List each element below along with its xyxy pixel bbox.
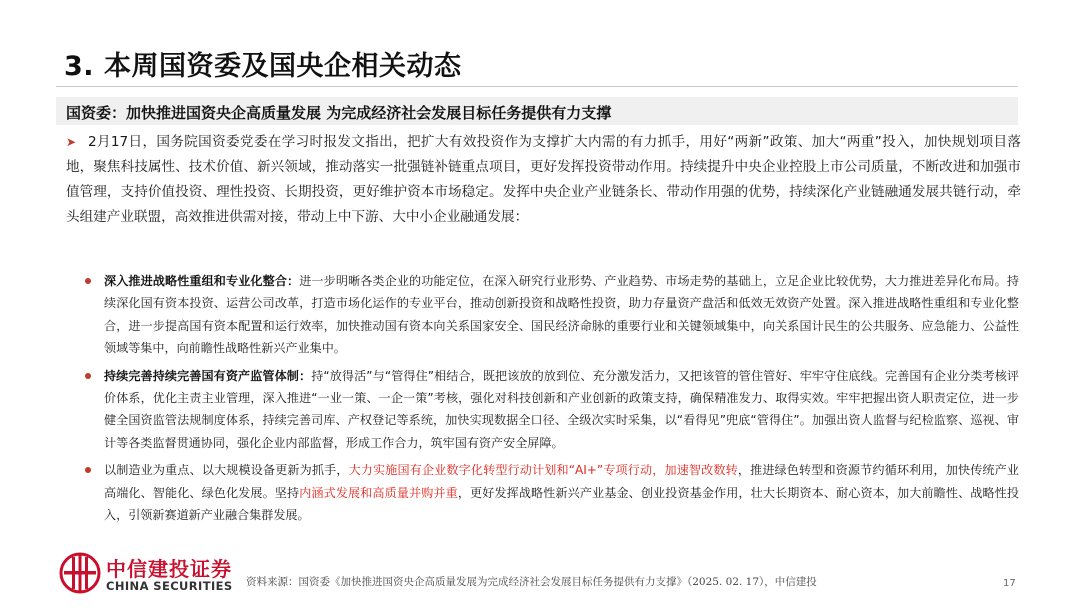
page-title: 3. 本周国资委及国央企相关动态 [64, 51, 462, 82]
page-number: 17 [1003, 578, 1016, 589]
bullet-highlight: 内涵式发展和高质量并购并重 [299, 485, 458, 500]
red-dot-icon [85, 373, 91, 379]
bullet-text: 进一步明晰各类企业的功能定位，在深入研究行业形势、产业趋势、市场走势的基础上，立足企业比较优势，大力推进差异化布局。持续深化国有资本投资、运营公司改革，打造市场化运作的专业平台，推动创新投资和战略性投资，助力存量资产盘活和低效无效资产处置。深入推进战略性重组和专业化整合，进一步提高国有资本配置和运行效率，加快推动国有资本向关系国家安全、国民经济命脉的重要行业和关键领域集中，向关系国计民生的公共服务、应急能力、公益性领域等集中，向前瞻性战略性新兴产业集中。 [104, 274, 1019, 356]
bullet-heading: 深入推进战略性重组和专业化整合： [104, 274, 300, 288]
section-subtitle: 国资委：加快推进国资央企高质量发展 为完成经济社会发展目标任务提供有力支撑 [66, 104, 612, 122]
bullet-item-restructuring [104, 270, 1019, 360]
main-paragraph-text: 2月17日，国务院国资委党委在学习时报发文指出，把扩大有效投资作为支撑扩大内需的有力抓手，用好“两新”政策、加大“两重”投入，加快规划项目落地，聚焦科技属性、技术价值、新兴领域，推动落实一批强链补链重点项目，更好发挥投资带动作用。持续提升中央企业控股上市公司质量，不断改进和加强市值管理，支持价值投资、理性投资、长期投资，更好维护资本市场稳定。发挥中央企业产业链条长、带动作用强的优势，持续深化产业链融通发展共链行动，牵头组建产业联盟，高效推进供需对接，带动上中下游、大中小企业融通发展： [66, 134, 1021, 225]
bullet-text: 以制造业为重点、以大规模设备更新为抓手， [104, 463, 349, 478]
logo-text-en: CHINA SECURITIES [106, 579, 233, 593]
red-dot-icon [85, 467, 91, 473]
bullet-item-manufacturing [104, 459, 1019, 526]
title-divider [56, 86, 1018, 87]
bullet-item-supervision [104, 365, 1019, 455]
main-paragraph [66, 130, 1021, 230]
logo-text-cn: 中信建投证券 [106, 557, 232, 581]
source-note: 资料来源：国资委《加快推进国资央企高质量发展为完成经济社会发展目标任务提供有力支撑》（2025. 02. 17），中信建投 [246, 576, 817, 588]
red-dot-icon [85, 278, 91, 284]
bullet-heading: 持续完善持续完善国有资产监管体制： [104, 368, 312, 383]
bullet-text: 持“放得活”与“管得住”相结合，既把该放的放到位、充分激发活力，又把该管的管住管好、牢牢守住底线。完善国有企业分类考核评价体系，优化主责主业管理，深入推进“一业一策、一企一策”考核，强化对科技创新和产业创新的政策支持，确保精准发力、取得实效。牢牢把握出资人职责定位，进一步健全国资监管法规制度体系，持续完善司库、产权登记等系统，加快实现数据全口径、全级次实时采集，以“看得见”兜底“管得住”。加强出资人监督与纪检监察、巡视、审计等各类监督贯通协同，强化企业内部监督，形成工作合力，筑牢国有资产安全屏障。 [104, 368, 1019, 450]
bullet-highlight: 大力实施国有企业数字化转型行动计划和“AI+”专项行动，加速智改数转 [348, 463, 738, 478]
bullet-list [104, 270, 1019, 526]
citic-logo-icon [58, 551, 102, 595]
triangle-right-icon: ➤ [66, 135, 77, 149]
bullet-text: ，更好发挥战略性新兴产业基金、创业投资基金作用，壮大长期资本、耐心资本，加大前瞻性、战略性投入，引领新赛道新产业融合集群发展。 [104, 485, 1019, 523]
bullet-text: ，推进绿色转型和资源节约循环利用，加快传统产业高端化、智能化、绿色化发展。坚持 [104, 463, 1019, 500]
